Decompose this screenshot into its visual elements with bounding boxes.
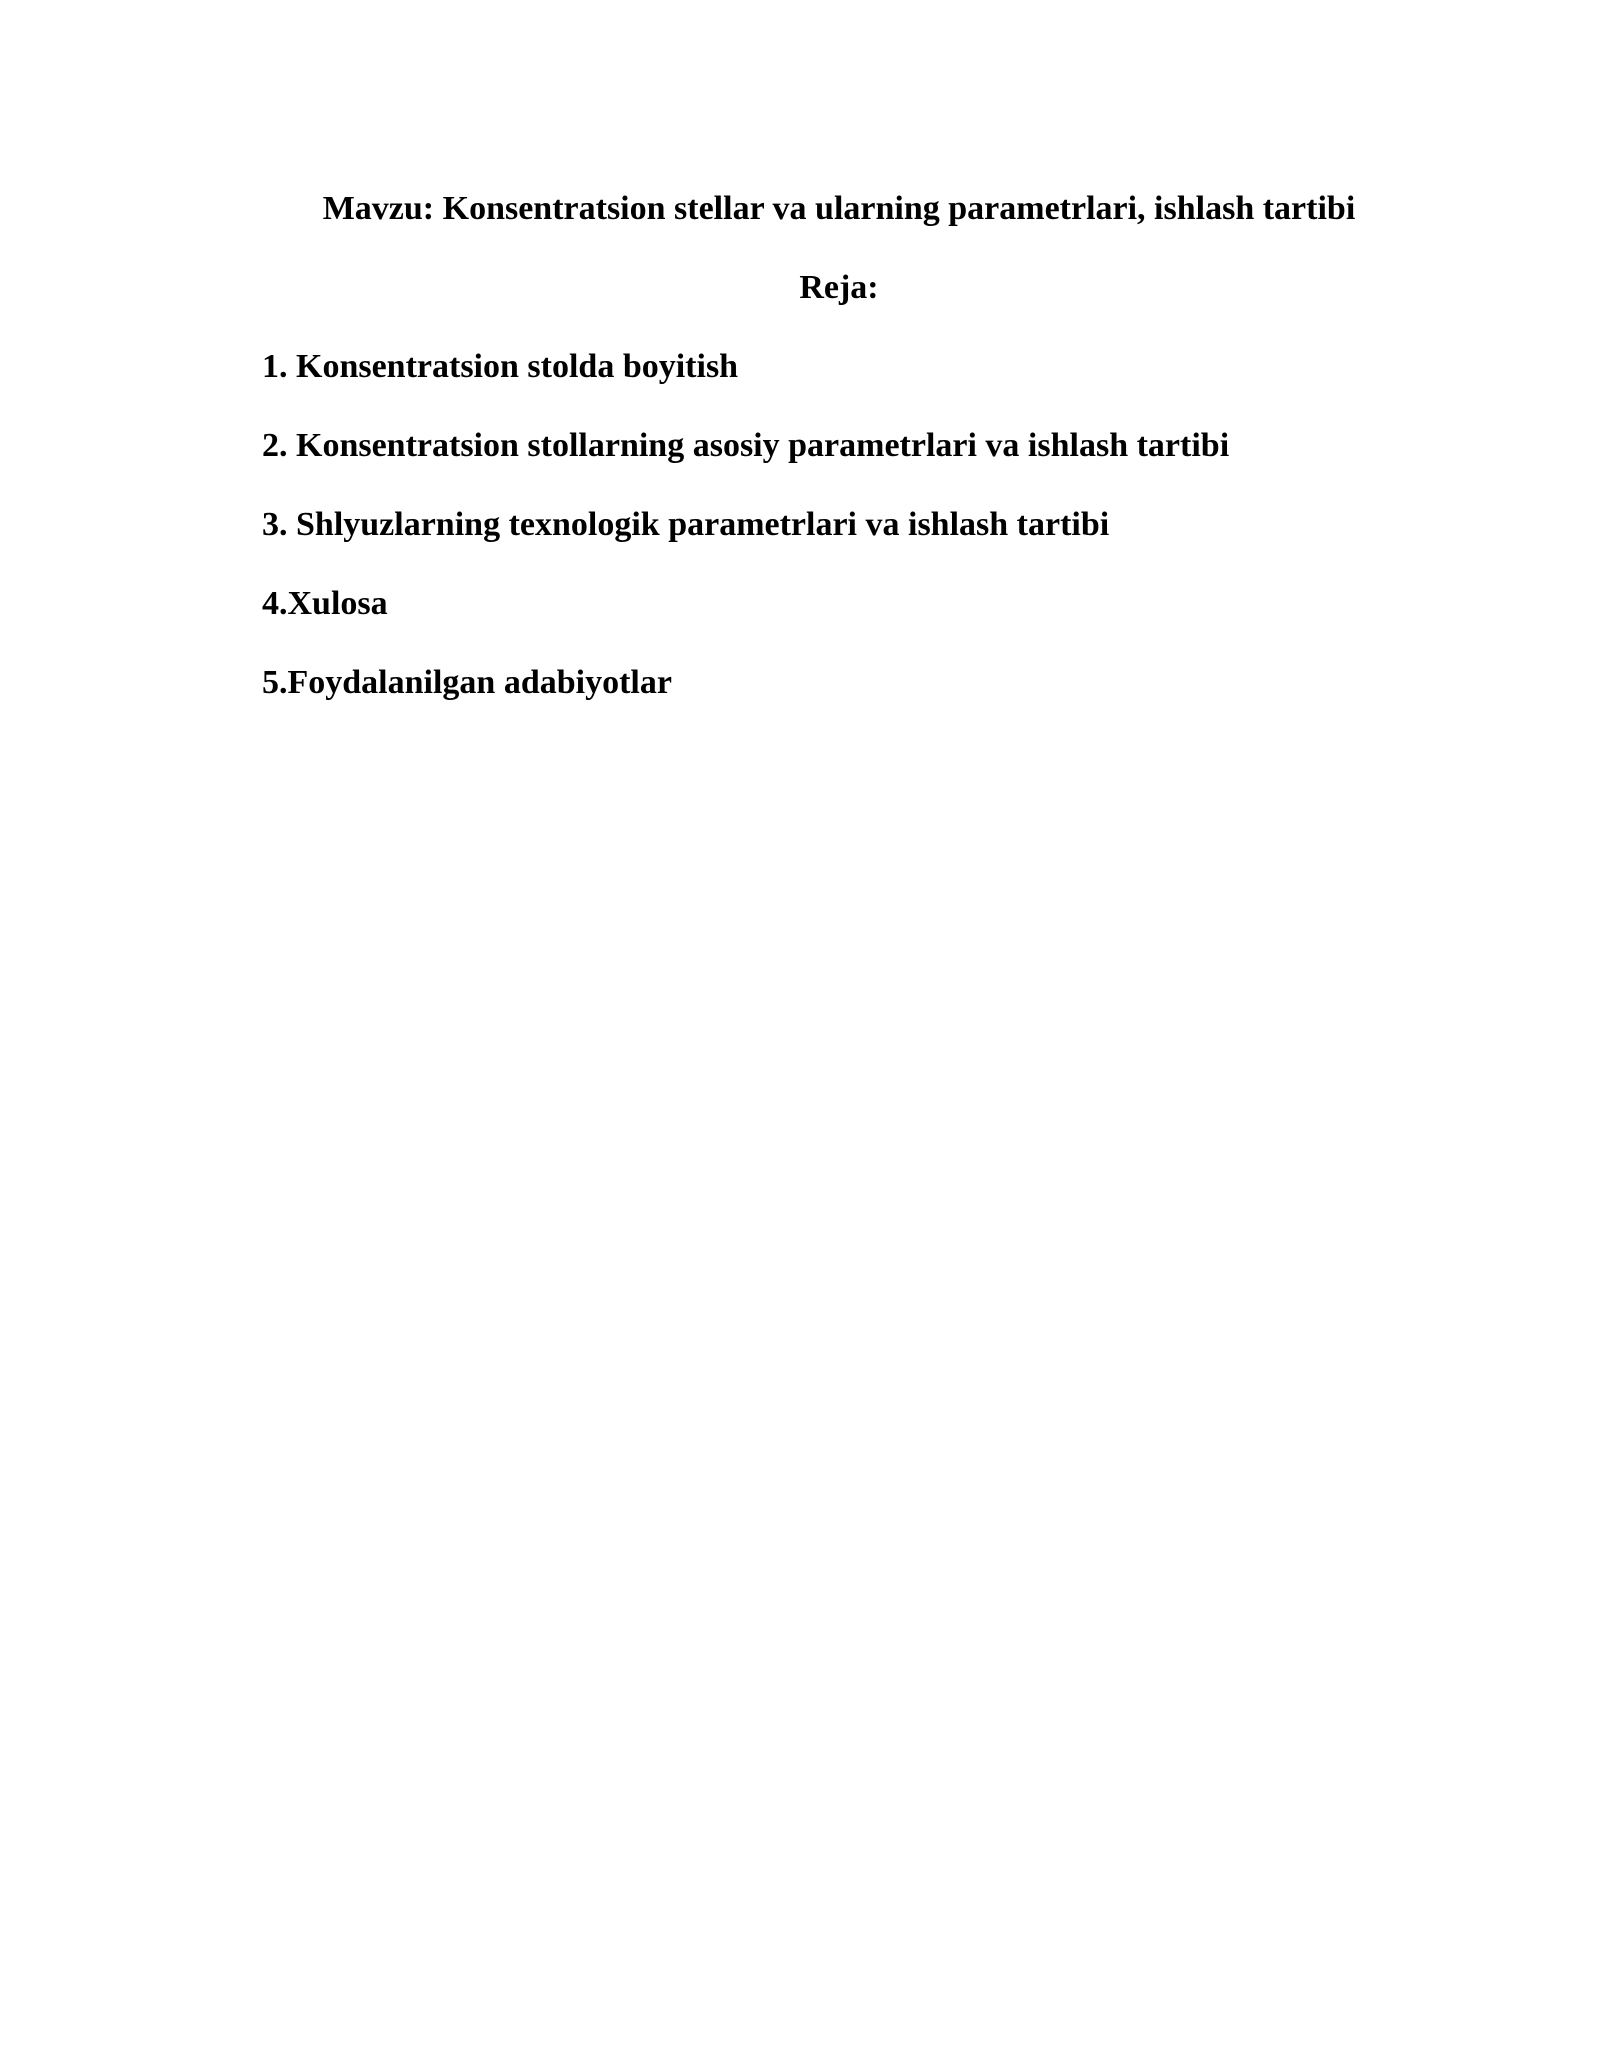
plan-heading: Reja: (799, 269, 879, 306)
document-title: Mavzu: Konsentratsion stellar va ularning parametrlari, ishlash tartibi (322, 190, 1356, 227)
plan-list (262, 344, 1229, 739)
plan-item: 4.Xulosa (262, 585, 388, 622)
plan-item: 1. Konsentratsion stolda boyitish (262, 348, 739, 385)
plan-item: 3. Shlyuzlarning texnologik parametrlari va ishlash tartibi (262, 506, 1110, 543)
plan-item: 2. Konsentratsion stollarning asosiy parametrlari va ishlash tartibi (262, 427, 1230, 464)
plan-item: 5.Foydalanilgan adabiyotlar (262, 664, 672, 701)
